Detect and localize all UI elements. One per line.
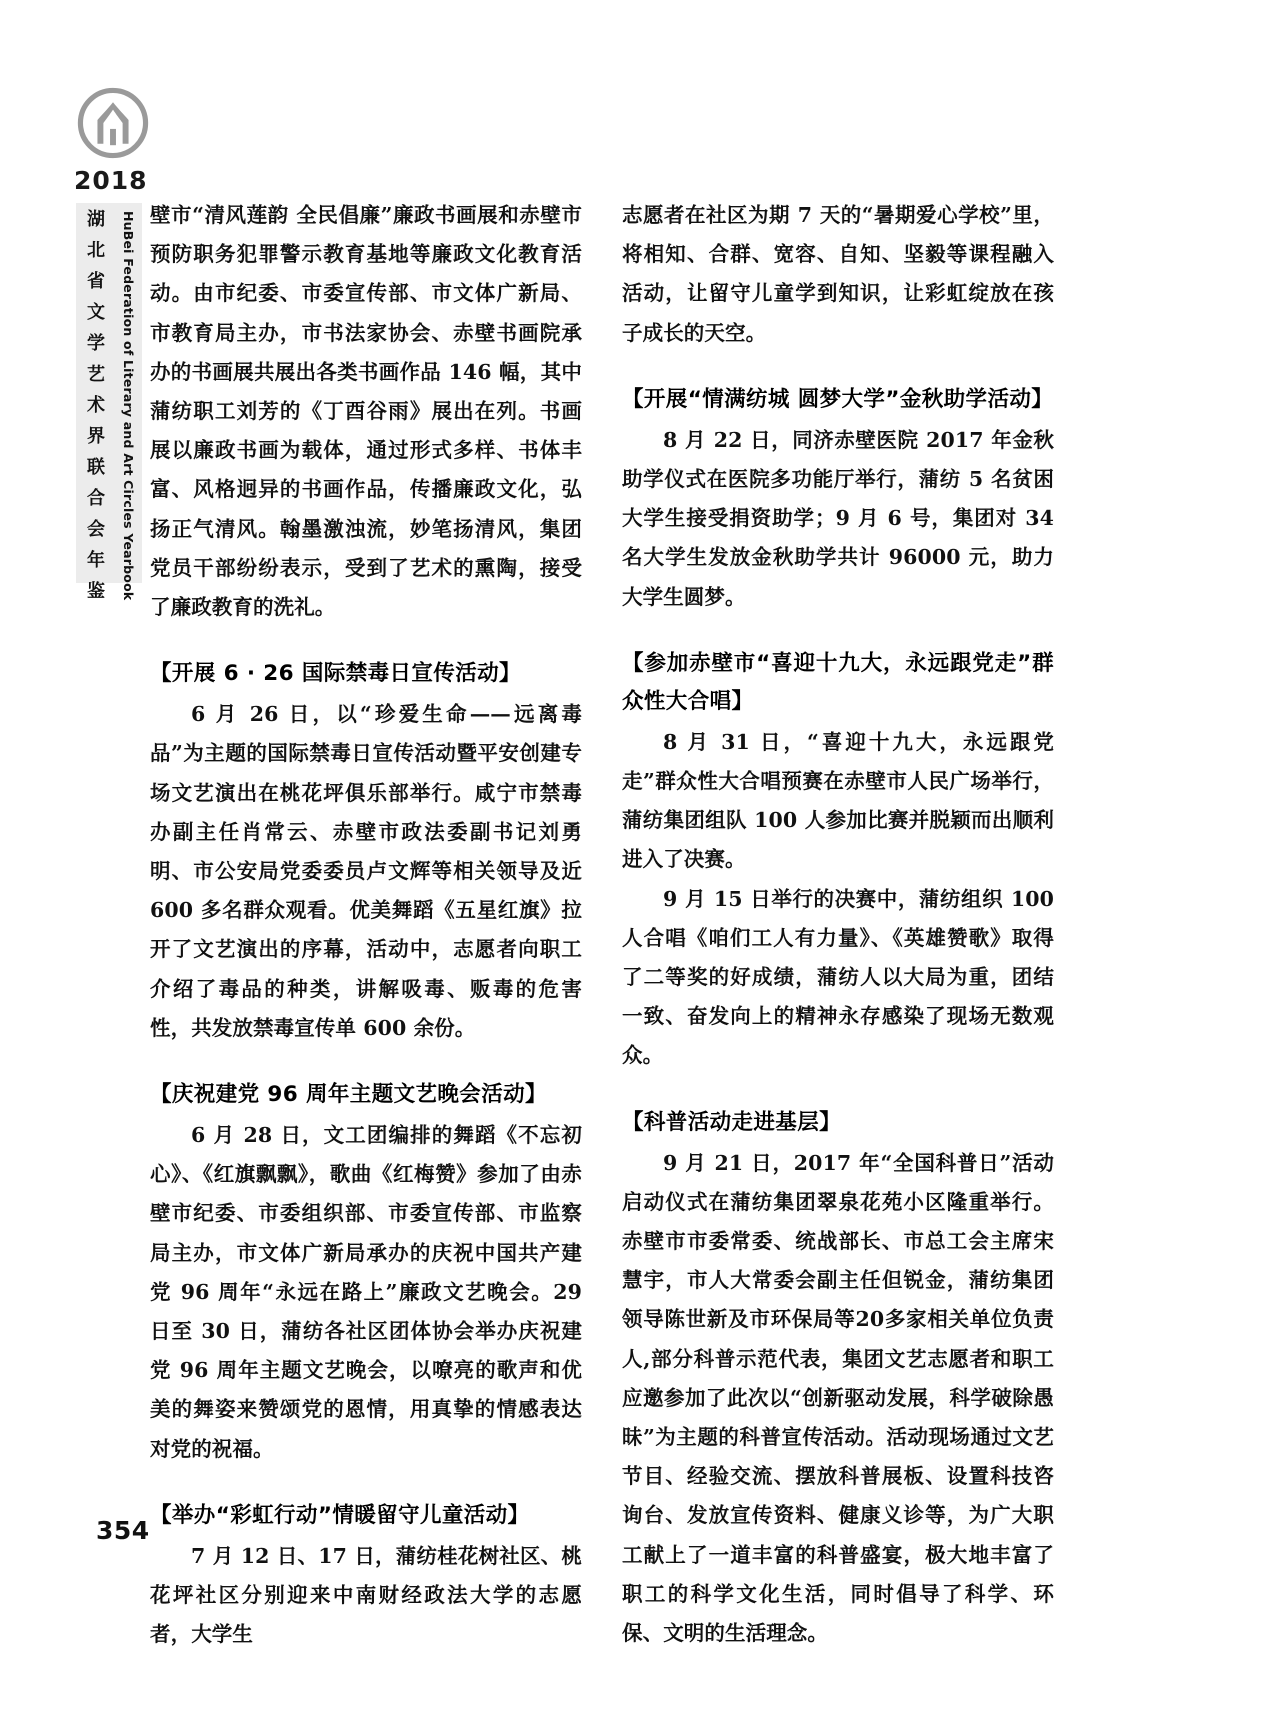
page-number: 354 bbox=[96, 1516, 150, 1545]
section-paragraph: 9 月 15 日举行的决赛中，蒲纺组织 100 人合唱《咱们工人有力量》、《英雄赞歌》取得了二等奖的好成绩，蒲纺人以大局为重，团结一致、奋发向上的精神永存感染了现场无数观众。 bbox=[622, 886, 1054, 1068]
section-paragraph: 9 月 21 日，2017 年“全国科普日”活动启动仪式在蒲纺集团翠泉花苑小区隆重举行。赤壁市市委常委、统战部长、市总工会主席宋慧宇，市人大常委会副主任但锐金，蒲纺集团领导陈世新及市环保局等20多家相关单位负责人,部分科普示范代表，集团文艺志愿者和职工应邀参加了此次以“创新驱动发展，科学破除愚昧”为主题的科普宣传活动。活动现场通过文艺节目、经验交流、摆放科普展板、设置科技咨询台、发放宣传资料、健康义诊等，为广大职工献上了一道丰富的科普盛宴，极大地丰富了职工的科学文化生活，同时倡导了科学、环保、文明的生活理念。 bbox=[622, 1150, 1054, 1646]
section-paragraph: 6 月 26 日，以“珍爱生命——远离毒品”为主题的国际禁毒日宣传活动暨平安创建专场文艺演出在桃花坪俱乐部举行。咸宁市禁毒办副主任肖常云、赤壁市政法委副书记刘勇明、市公安局党委委员卢文辉等相关领导及近 600 多名群众观看。优美舞蹈《五星红旗》拉开了文艺演出的序幕，活动中，志愿者向职工介绍了毒品的种类，讲解吸毒、贩毒的危害性，共发放禁毒宣传单 600 余份。 bbox=[150, 702, 582, 1040]
section-heading-rainbow-action: 【举办“彩虹行动”情暖留守儿童活动】 bbox=[150, 1502, 530, 1528]
hubei-federation-emblem-icon bbox=[76, 86, 150, 160]
spine-chinese-label: 湖北省文学艺术界联合会年鉴 bbox=[84, 209, 105, 612]
continued-paragraph: 壁市“清风莲韵 全民倡廉”廉政书画展和赤壁市预防职务犯罪警示教育基地等廉政文化教育活动。由市纪委、市委宣传部、市文体广新局、市教育局主办，市书法家协会、赤壁书画院承办的书画展共展出各类书画作品 146 幅，其中蒲纺职工刘芳的《丁酉谷雨》展出在列。书画展以廉政书画为载体，通过形式多样、书体丰富、风格迥异的书画作品，传播廉政文化，弘扬正气清风。翰墨激浊流，妙笔扬清风，集团党员干部纷纷表示，受到了艺术的熏陶，接受了廉政教育的洗礼。 bbox=[150, 203, 582, 620]
section-paragraph: 7 月 12 日、17 日，蒲纺桂花树社区、桃花坪社区分别迎来中南财经政法大学的志愿者，大学生 bbox=[150, 1543, 582, 1647]
left-column bbox=[150, 196, 582, 1655]
section-paragraph: 8 月 22 日，同济赤壁医院 2017 年金秋助学仪式在医院多功能厅举行，蒲纺 5 名贫困大学生接受捐资助学；9 月 6 号，集团对 34 名大学生发放金秋助学共计 96000 元，助力大学生圆梦。 bbox=[622, 427, 1054, 609]
section-heading-autumn-scholarship: 【开展“情满纺城 圆梦大学”金秋助学活动】 bbox=[622, 386, 1054, 412]
yearbook-year: 2018 bbox=[74, 166, 148, 195]
section-paragraph: 6 月 28 日，文工团编排的舞蹈《不忘初心》、《红旗飘飘》，歌曲《红梅赞》参加了由赤壁市纪委、市委组织部、市委宣传部、市监察局主办，市文体广新局承办的庆祝中国共产建党 96 周年“永远在路上”廉政文艺晚会。29 日至 30 日，蒲纺各社区团体协会举办庆祝建党 96 周年主题文艺晚会，以嘹亮的歌声和优美的舞姿来赞颂党的恩情，用真挚的情感表达对党的祝福。 bbox=[150, 1123, 582, 1461]
article-columns bbox=[150, 196, 1140, 1655]
masthead bbox=[72, 86, 182, 195]
section-heading-party-96th-anniversary: 【庆祝建党 96 周年主题文艺晚会活动】 bbox=[150, 1082, 547, 1108]
continued-paragraph: 志愿者在社区为期 7 天的“暑期爱心学校”里，将相知、合群、宽容、自知、坚毅等课程融入活动，让留守儿童学到知识，让彩虹绽放在孩子成长的天空。 bbox=[622, 203, 1054, 345]
section-heading-anti-drug-day: 【开展 6 · 26 国际禁毒日宣传活动】 bbox=[150, 661, 521, 687]
section-heading-mass-chorus: 【参加赤壁市“喜迎十九大，永远跟党走”群众性大合唱】 bbox=[622, 650, 1054, 714]
section-paragraph: 8 月 31 日，“喜迎十九大，永远跟党走”群众性大合唱预赛在赤壁市人民广场举行，蒲纺集团组队 100 人参加比赛并脱颖而出顺利进入了决赛。 bbox=[622, 729, 1054, 872]
spine-label bbox=[76, 203, 142, 612]
spine-english-label: HuBei Federation of Literary and Art Circles Yearbook bbox=[121, 211, 136, 601]
section-heading-science-outreach: 【科普活动走进基层】 bbox=[622, 1109, 842, 1135]
right-column bbox=[622, 196, 1054, 1655]
